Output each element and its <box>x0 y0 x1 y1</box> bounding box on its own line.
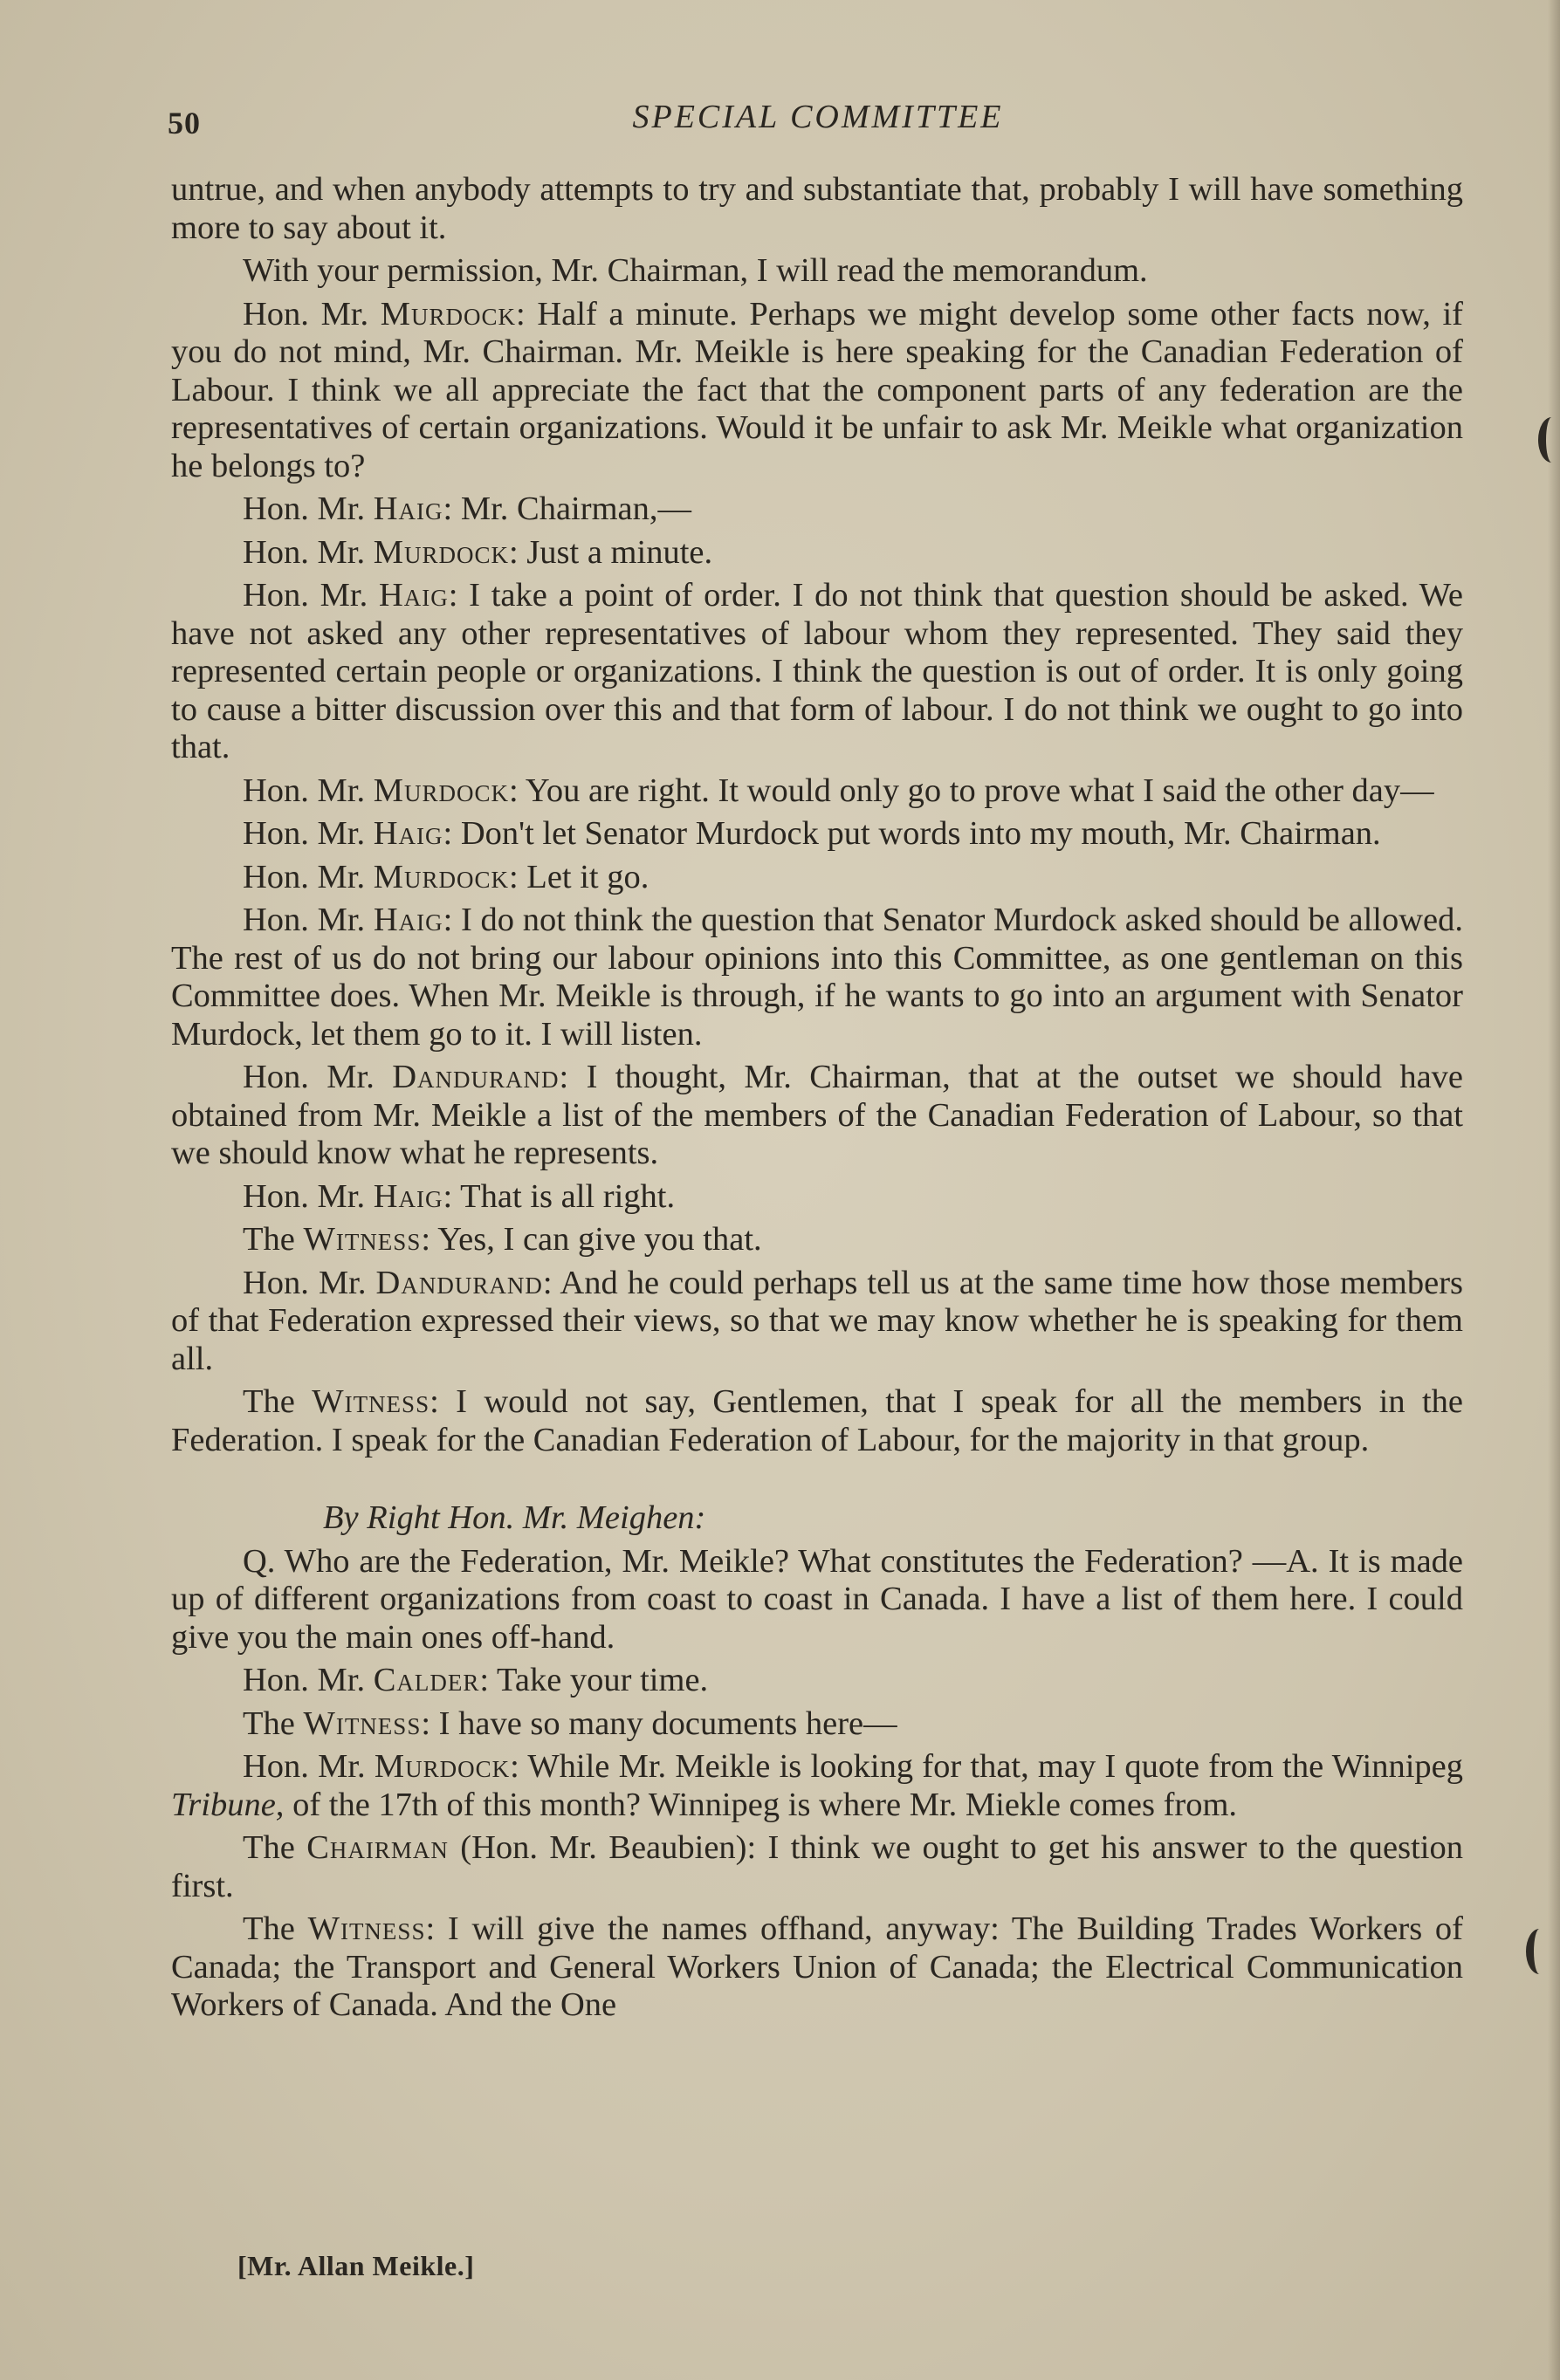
publication-title: Tribune, <box>171 1786 285 1823</box>
speaker-prefix: The <box>243 1829 307 1866</box>
paragraph-text: : I would not say, Gentlemen, that I speak for all the members in the Federation. I speak for the Canadian Federation of Labour, for the majority in that group. <box>171 1383 1463 1458</box>
paragraph <box>171 252 1463 291</box>
paragraph-text: : Yes, I can give you that. <box>421 1221 762 1258</box>
paragraph-text: : Take your time. <box>479 1662 709 1698</box>
paragraph <box>171 490 1463 529</box>
speaker-name: Haig <box>373 1177 443 1215</box>
paragraph-text: : Half a minute. Perhaps we might develop some other facts now, if you do not mind, Mr. Chairman. Mr. Meikle is here speaking for the Canadian Federation of Labour. I think we all appreciate the fact that the component parts of any federation are the representatives of certain organizations. Would it be unfair to ask Mr. Meikle what organization he belongs to? <box>171 295 1463 484</box>
speaker-name: Murdock <box>373 533 509 571</box>
speaker-prefix: Hon. Mr. <box>243 815 374 852</box>
speaker-prefix: The <box>243 1704 304 1742</box>
speaker-footnote: [Mr. Allan Meikle.] <box>237 2250 475 2281</box>
paragraph <box>171 1543 1463 1657</box>
paragraph-text: : While Mr. Meikle is looking for that, may I quote from the Winnipeg <box>510 1748 1463 1785</box>
running-head: SPECIAL COMMITTEE <box>632 99 1004 135</box>
speaker-prefix: Hon. Mr. <box>243 295 381 333</box>
paragraph-text: of the 17th of this month? Winnipeg is where Mr. Miekle comes from. <box>284 1786 1238 1823</box>
speaker-prefix: Hon. Mr. <box>243 1177 374 1215</box>
paragraph-text: : Mr. Chairman,— <box>443 490 691 527</box>
paragraph-text: (Hon. Mr. Beaubien): I think we ought to get his answer to the question first. <box>171 1829 1464 1904</box>
paragraph-text: : I thought, Mr. Chairman, that at the outset we should have obtained from Mr. Meikle a list of the members of the Canadian Federation of Labour, so that we should know what he represents. <box>171 1059 1464 1171</box>
paragraph-block <box>171 171 1463 1459</box>
speaker-name: Haig <box>373 902 443 938</box>
paragraph <box>171 577 1463 767</box>
paragraph <box>171 1748 1463 1824</box>
paragraph-text: untrue, and when anybody attempts to try and substantiate that, probably I will have something more to say about it. <box>171 171 1463 246</box>
speaker-name: Chairman <box>306 1829 449 1866</box>
paragraph <box>171 772 1463 811</box>
subheading: By Right Hon. Mr. Meighen: <box>323 1499 706 1536</box>
speaker-prefix: Hon. Mr. <box>243 577 379 614</box>
speaker-prefix: Hon. Mr. <box>243 902 374 938</box>
paragraph <box>171 1221 1463 1259</box>
paragraph-text: : You are right. It would only go to prove what I said the other day— <box>508 772 1434 809</box>
paragraph <box>171 902 1463 1053</box>
speaker-prefix: Hon. Mr. <box>243 490 374 527</box>
speaker-name: Haig <box>378 577 449 614</box>
speaker-prefix: The <box>243 1383 313 1420</box>
paragraph-text: : That is all right. <box>443 1177 676 1215</box>
binding-clip-mark <box>1538 417 1560 463</box>
speaker-name: Witness <box>307 1910 426 1947</box>
paragraph <box>171 534 1463 573</box>
speaker-prefix: The <box>243 1910 308 1947</box>
speaker-name: Haig <box>373 815 443 852</box>
body-text <box>171 171 1463 2030</box>
speaker-name: Dandurand <box>392 1059 560 1095</box>
paragraph-text: : I have so many documents here— <box>421 1704 897 1742</box>
paragraph <box>171 1383 1463 1459</box>
page-edge-shadow <box>1548 0 1560 2380</box>
paragraph-block <box>171 1543 1463 2025</box>
speaker-name: Witness <box>312 1383 430 1420</box>
paragraph <box>171 171 1463 247</box>
speaker-name: Murdock <box>373 858 509 895</box>
paragraph <box>171 1910 1463 2025</box>
speaker-prefix: Hon. Mr. <box>243 1748 375 1785</box>
paragraph <box>171 1178 1463 1217</box>
speaker-name: Murdock <box>374 1748 511 1785</box>
paragraph-text: With your permission, Mr. Chairman, I will read the memorandum. <box>243 252 1148 289</box>
paragraph-text: : Let it go. <box>508 858 649 895</box>
speaker-prefix: Hon. Mr. <box>243 533 374 571</box>
speaker-name: Witness <box>303 1704 422 1742</box>
speaker-name: Witness <box>303 1221 422 1258</box>
speaker-prefix: Hon. Mr. <box>243 1059 393 1095</box>
paragraph-text: : And he could perhaps tell us at the same time how those members of that Federation expressed their views, so that we may know whether he is speaking for them all. <box>171 1264 1464 1377</box>
page-number: 50 <box>168 106 201 141</box>
speaker-name: Dandurand <box>375 1264 543 1301</box>
paragraph <box>171 859 1463 897</box>
speaker-name: Murdock <box>380 295 517 333</box>
speaker-prefix: Hon. Mr. <box>243 858 374 895</box>
speaker-name: Murdock <box>373 772 509 809</box>
paragraph-text: : I will give the names offhand, anyway: The Building Trades Workers of Canada; the Transport and General Workers Union of Canada; the Electrical Communication Workers of Canada. And the One <box>171 1910 1464 2023</box>
paragraph <box>171 1059 1463 1173</box>
speaker-prefix: Hon. Mr. <box>243 1662 374 1698</box>
speaker-name: Haig <box>373 490 443 527</box>
paragraph <box>171 1265 1463 1379</box>
paragraph <box>171 1705 1463 1744</box>
paragraph-text: : Just a minute. <box>508 533 713 571</box>
speaker-prefix: Hon. Mr. <box>243 772 374 809</box>
speaker-prefix: The <box>243 1221 304 1258</box>
paragraph <box>171 1829 1463 1905</box>
speaker-name: Calder <box>373 1662 480 1698</box>
page-header <box>168 98 1468 150</box>
paragraph-text: Q. Who are the Federation, Mr. Meikle? What constitutes the Federation? —A. It is made up of different organizations from coast to coast in Canada. I have a list of them here. I could give you the main ones off-hand. <box>171 1542 1463 1656</box>
binding-clip-mark <box>1526 1929 1553 1974</box>
paragraph-text: : I take a point of order. I do not think that question should be asked. We have not asked any other representatives of labour whom they represented. They said they represented certain people or organizations. I think the question is out of order. It is only going to cause a bitter discussion over this and that form of labour. I do not think we ought to go into that. <box>171 577 1463 765</box>
paragraph <box>171 815 1463 854</box>
paragraph <box>171 1662 1463 1700</box>
paragraph <box>171 296 1463 486</box>
speaker-prefix: Hon. Mr. <box>243 1264 376 1301</box>
paragraph-text: : I do not think the question that Senator Murdock asked should be allowed. The rest of us do not bring our labour opinions into this Committee, as one gentleman on this Committee does. When Mr. Meikle is through, if he wants to go into an argument with Senator Murdock, let them go to it. I will listen. <box>171 902 1463 1053</box>
paragraph-text: : Don't let Senator Murdock put words into my mouth, Mr. Chairman. <box>443 815 1381 852</box>
